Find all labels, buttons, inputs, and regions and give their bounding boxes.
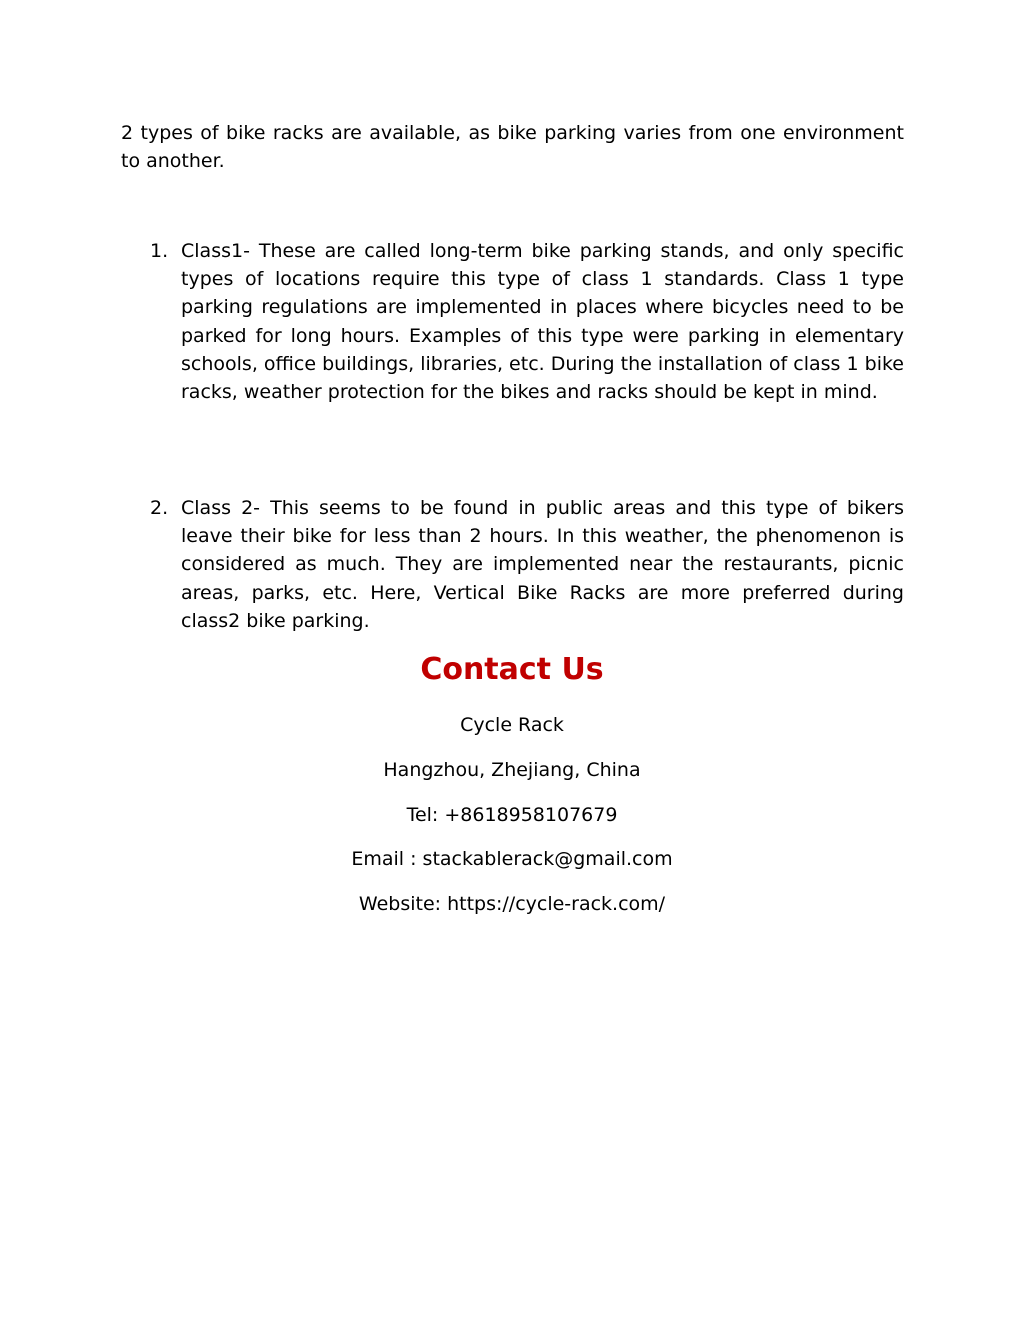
contact-phone: Tel: +8618958107679 [406, 804, 618, 826]
intro-paragraph: 2 types of bike racks are available, as bike parking varies from one environment to another. [121, 122, 904, 172]
class-list-item-1-wrapper [121, 237, 904, 406]
contact-heading: Contact Us [420, 652, 604, 687]
contact-website: Website: https://cycle-rack.com/ [358, 893, 666, 915]
contact-company: Cycle Rack [460, 714, 564, 736]
list-item [121, 494, 904, 635]
list-item-text: Class 2- This seems to be found in public areas and this type of bikers leave their bike for less than 2 hours. In this weather, the phenomenon is considered as much. They are implemented near the restaurants, picnic areas, parks, etc. Here, Vertical Bike Racks are more preferred during class2 bike parking. [181, 497, 904, 632]
contact-address: Hangzhou, Zhejiang, China [383, 759, 641, 781]
list-item-text: Class1- These are called long-term bike parking stands, and only specific types of locations require this type of class 1 standards. Class 1 type parking regulations are implemented in places where bicycles need to be parked for long hours. Examples of this type were parking in elementary schools, office buildings, libraries, etc. During the installation of class 1 bike racks, weather protection for the bikes and racks should be kept in mind. [181, 240, 904, 404]
list-item-number: 2. [150, 497, 169, 519]
list-item-number: 1. [150, 240, 169, 262]
list-item [121, 237, 904, 406]
class-list-item-2-wrapper [121, 494, 904, 635]
contact-email: Email : stackablerack@gmail.com [351, 848, 673, 870]
